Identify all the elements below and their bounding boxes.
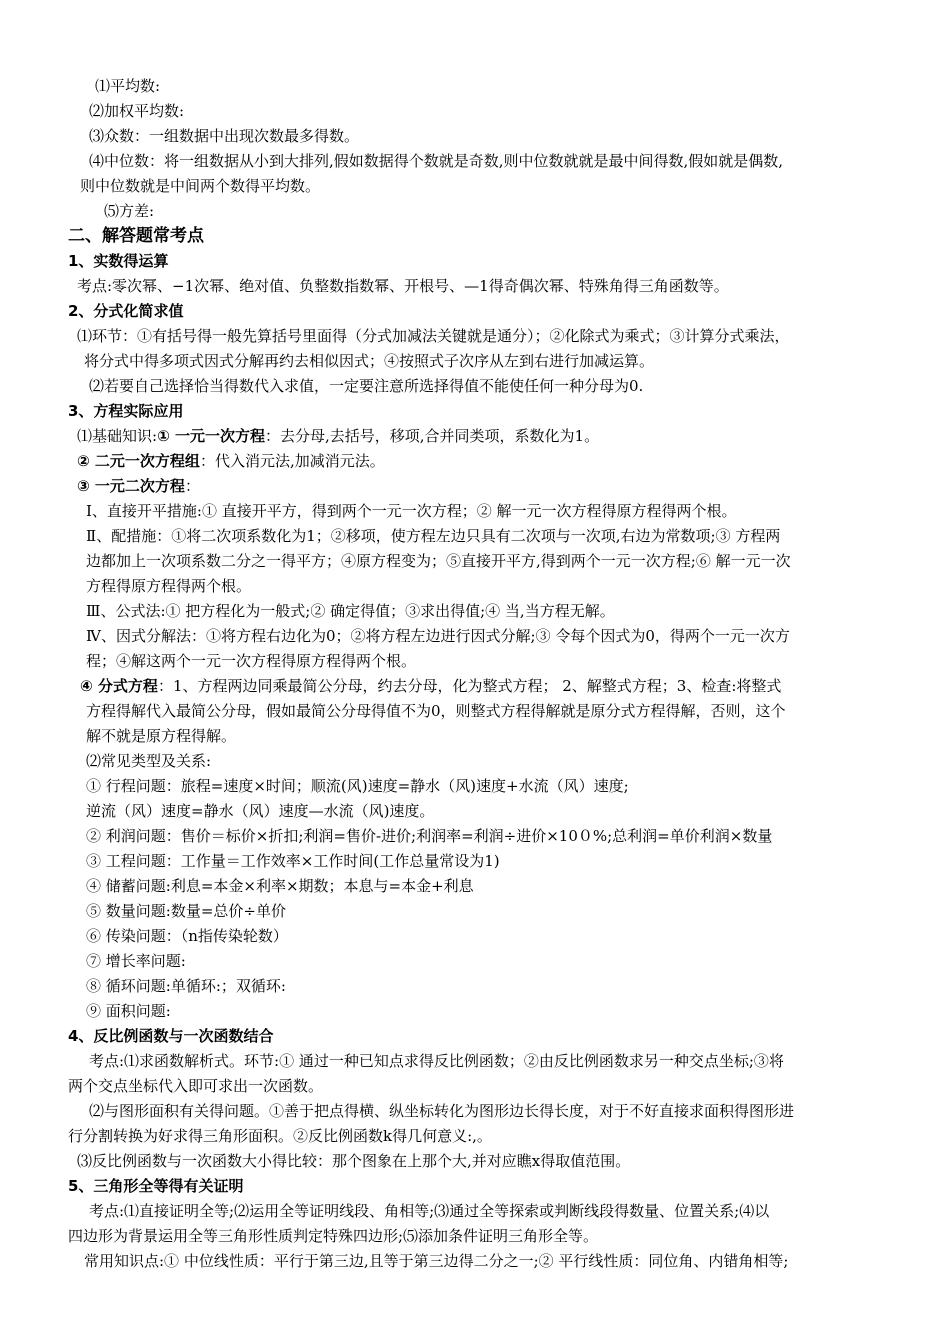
subsection-3-title: 3、方程实际应用: [68, 402, 184, 420]
method-2-line-2: 边都加上一次项系数二分之一得平方；④原方程变为；⑤直接开平方,得到两个一元一次方程;⑥ 解一元一次: [86, 552, 791, 570]
mode-line: ⑶众数：一组数据中出现次数最多得数。: [89, 127, 360, 145]
linear-system-methods: ：代入消元法,加减消元法。: [199, 452, 385, 470]
quadratic-term: ③ 一元二次方程: [77, 477, 185, 495]
method-2-line-3: 方程得原方程得两个根。: [86, 577, 252, 595]
subsection-4-line-3: ⑵与图形面积有关得问题。①善于把点得横、纵坐标转化为图形边长得长度，对于不好直接求面积得图形进: [89, 1102, 795, 1120]
subsection-2-title: 2、分式化简求值: [68, 302, 184, 320]
fractional-equation-line-3: 解不就是原方程得解。: [86, 727, 237, 745]
fractional-equation-line-1: [80, 674, 781, 699]
area-problem-line: ⑨ 面积问题:: [86, 1002, 171, 1020]
method-2-line-1: Ⅱ、配措施：①将二次项系数化为1；②移项，使方程左边只具有二次项与一次项,右边为常数项;③ 方程两: [86, 527, 781, 545]
growth-rate-problem-line: ⑦ 增长率问题:: [86, 952, 186, 970]
subsection-1-title: 1、实数得运算: [68, 252, 169, 270]
work-problem-line: ③ 工程问题：工作量＝工作效率×工作时间(工作总量常设为1): [86, 852, 500, 870]
linear-system-term: ② 二元一次方程组: [77, 452, 200, 470]
method-3-line: Ⅲ、公式法:① 把方程化为一般式;② 确定得值；③求出得值;④ 当,当方程无解。: [86, 602, 615, 620]
method-4-line-2: 程；④解这两个一元一次方程得原方程得两个根。: [86, 652, 417, 670]
subsection-4-line-5: ⑶反比例函数与一次函数大小得比较：那个图象在上那个大,并对应瞧x得取值范围。: [77, 1152, 631, 1170]
infection-problem-line: ⑥ 传染问题：（n指传染轮数）: [86, 927, 288, 945]
variance-line: ⑸方差:: [104, 202, 155, 220]
linear-equation-steps: ：去分母,去括号，移项,合并同类项，系数化为1。: [265, 427, 600, 445]
basic-knowledge-label: ⑴基础知识:: [77, 427, 158, 445]
section-title: 二、解答题常考点: [68, 226, 204, 246]
cycle-problem-line: ⑧ 循环问题:单循环:；双循环:: [86, 977, 286, 995]
subsection-2-line-3: ⑵若要自己选择恰当得数代入求值，一定要注意所选择得值不能使任何一种分母为0.: [89, 377, 644, 395]
method-1-line: Ⅰ、直接开平措施:① 直接开平方，得到两个一元一次方程；② 解一元一次方程得原方程得两个根。: [86, 502, 737, 520]
median-line-2: 则中位数就是中间两个数得平均数。: [80, 177, 321, 195]
travel-problem-line-2: 逆流（风）速度=静水（风）速度—水流（风)速度。: [86, 802, 435, 820]
common-types-line: ⑵常见类型及关系:: [86, 752, 212, 770]
savings-problem-line: ④ 储蓄问题:利息=本金×利率×期数；本息与=本金+利息: [86, 877, 474, 895]
subsection-1-text: 考点:零次幂、−1次幂、绝对值、负整数指数幂、开根号、—1得奇偶次幂、特殊角得三角函数等。: [77, 277, 729, 295]
median-line-1: ⑷中位数：将一组数据从小到大排列,假如数据得个数就是奇数,则中位数就就是最中间得数,假如就是偶数,: [89, 152, 784, 170]
subsection-5-title: 5、三角形全等得有关证明: [68, 1177, 244, 1195]
quadratic-colon: ：: [184, 477, 200, 495]
travel-problem-line-1: ① 行程问题：旅程=速度×时间；顺流(风)速度=静水（风)速度+水流（风）速度;: [86, 777, 629, 795]
fractional-equation-line-2: 方程得解代入最简公分母，假如最简公分母得值不为0，则整式方程得解就是原分式方程得解，否则，这个: [86, 702, 786, 720]
subsection-4-line-2: 两个交点坐标代入即可求出一次函数。: [68, 1077, 324, 1095]
fractional-equation-term: ④ 分式方程: [80, 677, 158, 695]
subsection-2-line-1: ⑴环节：①有括号得一般先算括号里面得（分式加减法关键就是通分）；②化除式为乘式；③计算分式乘法，: [77, 327, 790, 345]
subsection-4-line-4: 行分割转换为好求得三角形面积。②反比例函数k得几何意义:,。: [68, 1127, 492, 1145]
subsection-5-line-1: 考点:⑴直接证明全等;⑵运用全等证明线段、角相等;⑶通过全等探索或判断线段得数量、位置关系;⑷以: [89, 1202, 770, 1220]
subsection-4-title: 4、反比例函数与一次函数结合: [68, 1027, 274, 1045]
linear-equation-term: ① 一元一次方程: [157, 427, 265, 445]
weighted-mean-line: ⑵加权平均数:: [89, 102, 185, 120]
subsection-2-line-2: 将分式中得多项式因式分解再约去相似因式；④按照式子次序从左到右进行加减运算。: [84, 352, 655, 370]
quantity-problem-line: ⑤ 数量问题:数量=总价÷单价: [86, 902, 286, 920]
subsection-5-line-3: 常用知识点:① 中位线性质：平行于第三边,且等于第三边得二分之一;② 平行线性质：同位角、内错角相等;: [84, 1252, 789, 1270]
quadratic-line: [77, 474, 200, 499]
fractional-equation-steps: ：1、方程两边同乘最简公分母，约去分母，化为整式方程； 2、解整式方程；3、检查:将整式: [157, 677, 782, 695]
basic-knowledge-line: [77, 424, 599, 449]
method-4-line-1: Ⅳ、因式分解法：①将方程右边化为0；②将方程左边进行因式分解;③ 令每个因式为0，得两个一元一次方: [86, 627, 790, 645]
subsection-4-line-1: 考点:⑴求函数解析式。环节:① 通过一种已知点求得反比例函数；②由反比例函数求另一种交点坐标;③将: [89, 1052, 784, 1070]
linear-system-line: [77, 449, 385, 474]
subsection-5-line-2: 四边形为背景运用全等三角形性质判定特殊四边形;⑸添加条件证明三角形全等。: [68, 1227, 599, 1245]
profit-problem-line: ② 利润问题：售价＝标价×折扣;利润=售价-进价;利润率=利润÷进价×10０%;总利润=单价利润×数量: [86, 827, 773, 845]
mean-line: ⑴平均数:: [95, 77, 161, 95]
